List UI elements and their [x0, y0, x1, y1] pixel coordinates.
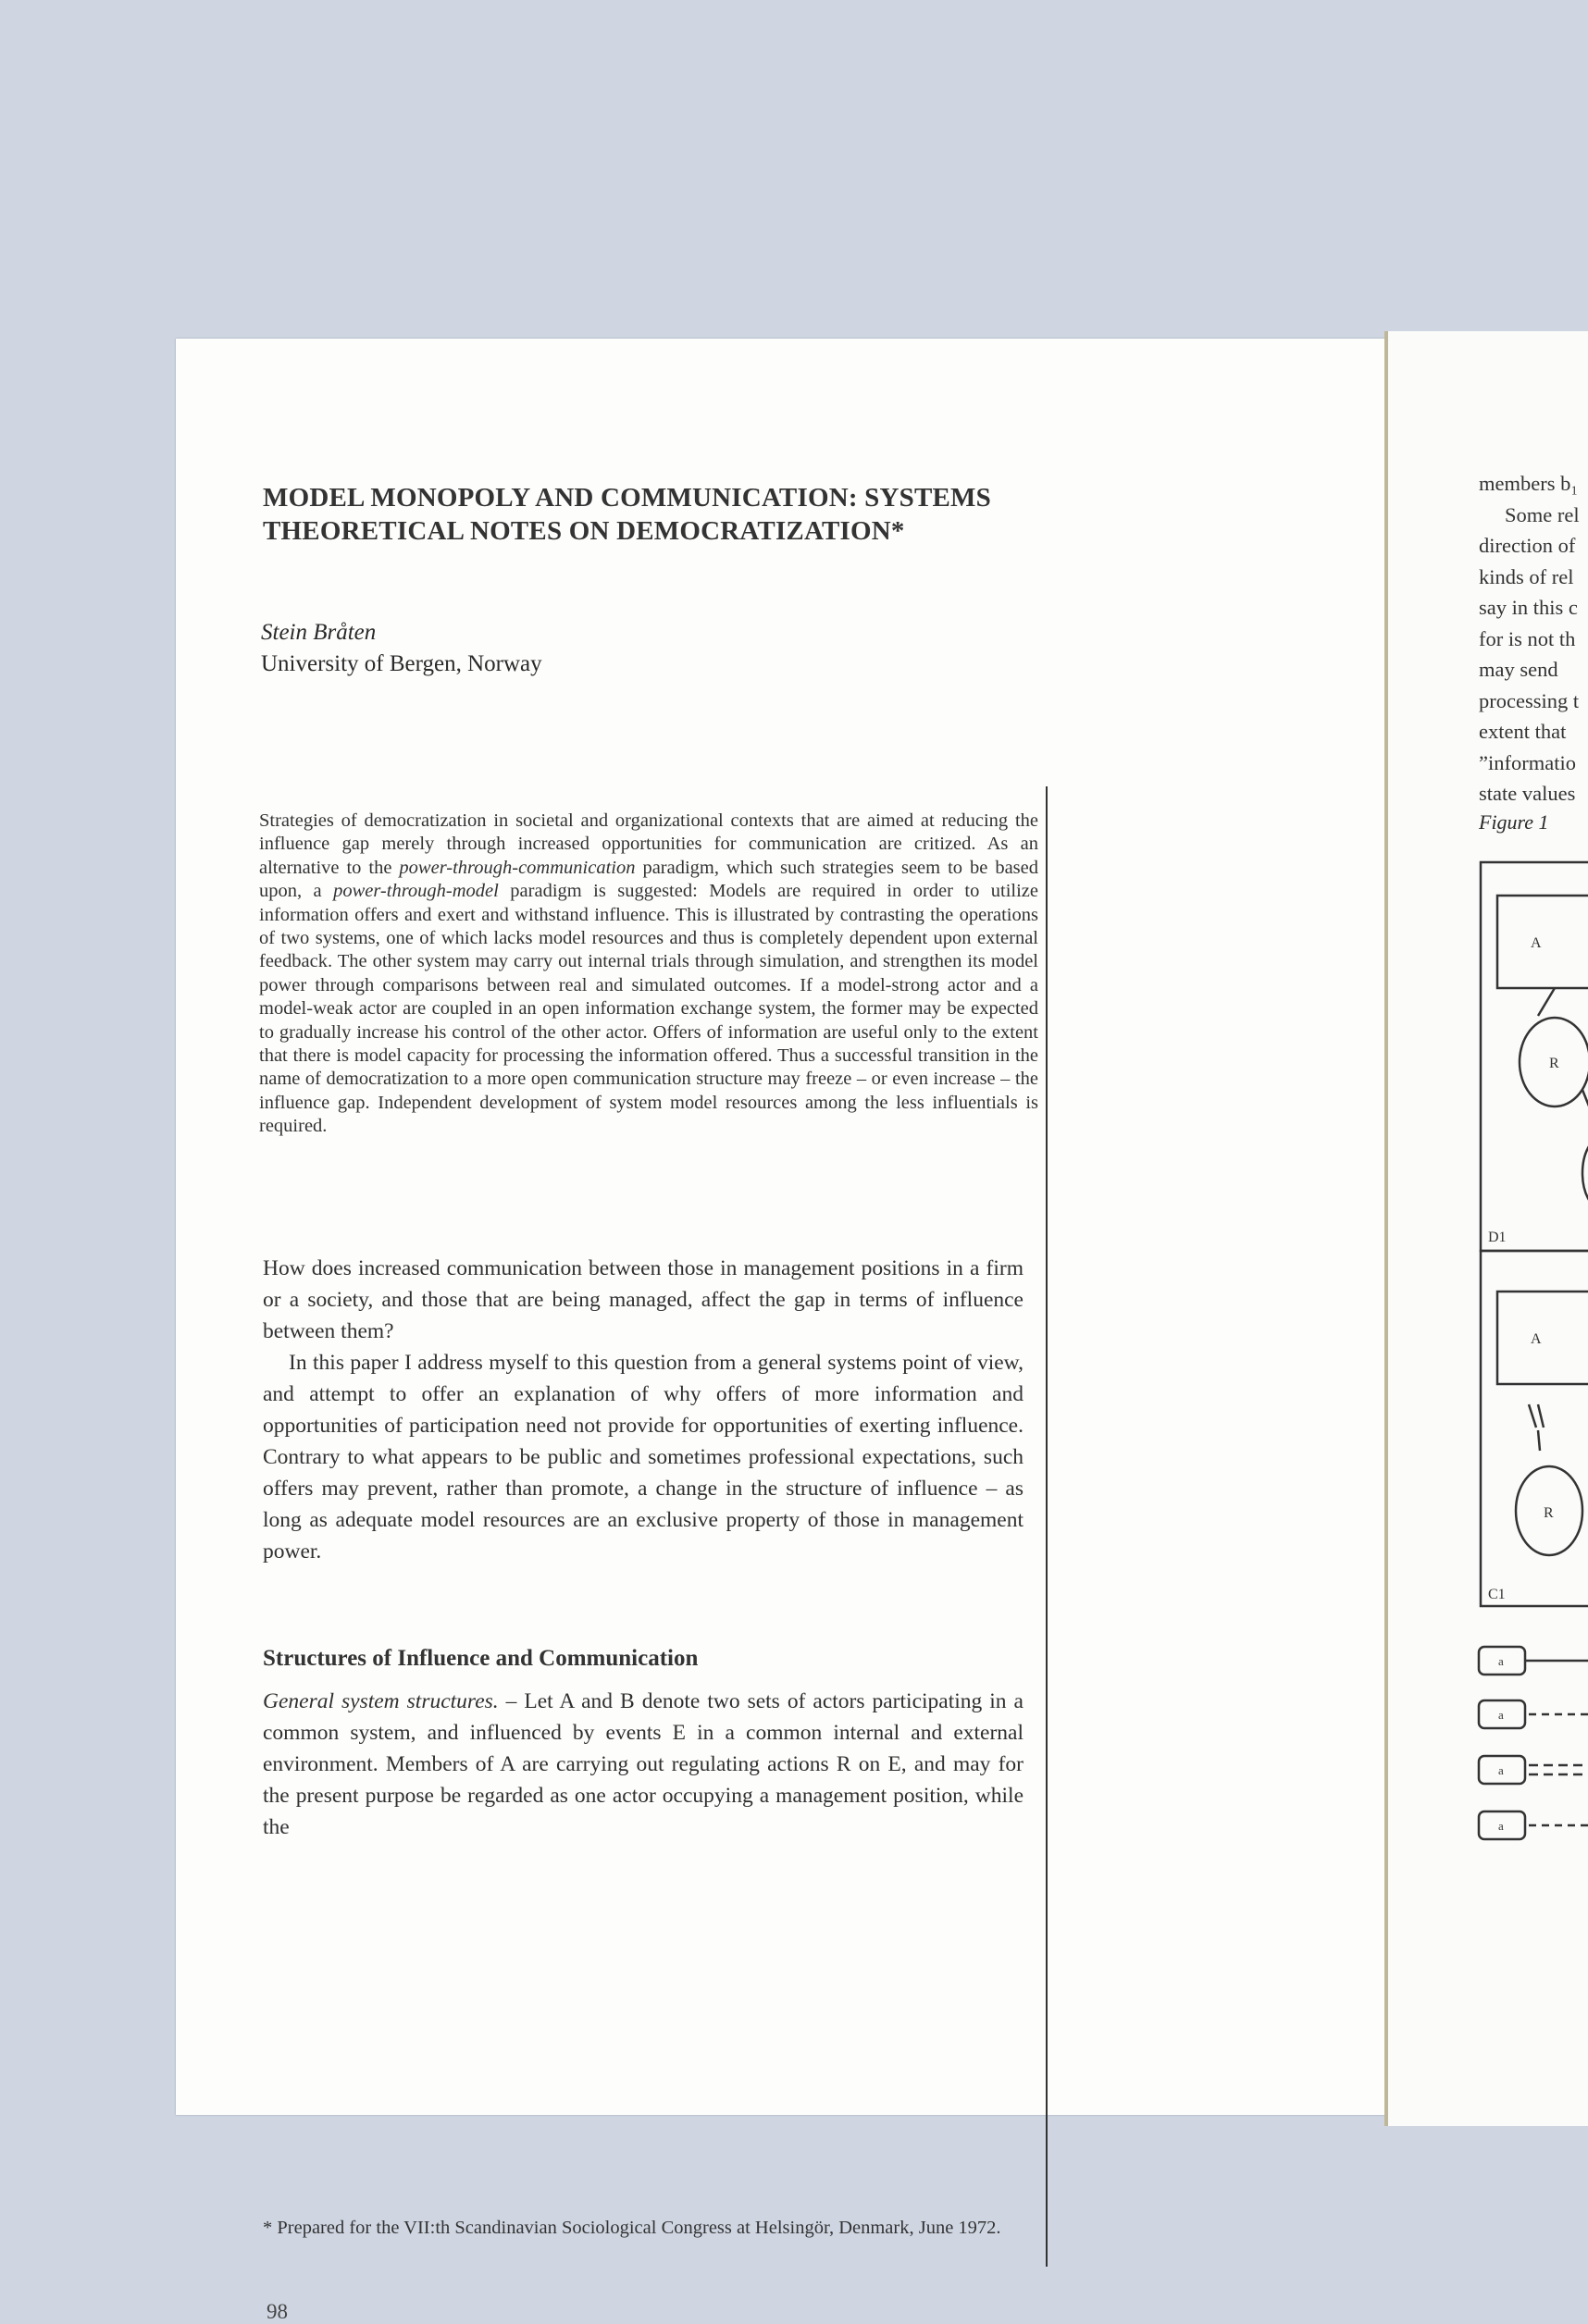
author-affiliation: University of Bergen, Norway — [261, 651, 542, 676]
article-title: MODEL MONOPOLY AND COMMUNICATION: SYSTEMS THEORETICAL NOTES ON DEMOCRATIZATION* — [263, 483, 991, 546]
paragraph-3 — [263, 1686, 1024, 1843]
link-a-r-upper — [1538, 988, 1555, 1016]
left-page — [176, 339, 1388, 2323]
margin-rule — [1046, 786, 1048, 2267]
paragraph-3-lead: General system structures. — [263, 1689, 499, 1713]
page-number: 98 — [267, 2300, 288, 2323]
box-a-lower — [1497, 1292, 1588, 1384]
right-line: state values — [1479, 782, 1576, 805]
right-line: members b₁ — [1479, 472, 1579, 495]
paragraph-3-text: – Let A and B denote two sets of actors participating in a common system, and influenced by events E in a common internal and external environment. Members of A are carrying out regulating actions R on E, and may for the present purpose be regarded as one actor occupying a management position, while the — [263, 1689, 1024, 1839]
intro-paragraphs — [263, 1253, 1024, 1567]
arrow-double-lower — [1529, 1404, 1544, 1451]
abstract-text-3: paradigm is suggested: Models are required in order to utilize information offers and exert and withstand influence. This is illustrated by contrasting the operations of two systems, one of which lacks model resources and thus is completely dependent upon external feedback. The other system may carry out internal trials through simulation, and strengthen its model power through comparisons between real and simulated outcomes. If a model-strong actor and a model-weak actor are coupled in an open information exchange system, the former may be expected to gradually increase his control of the other actor. Offers of information are useful only to the extent that there is model capacity for processing the information offered. Thus a successful transition in the name of democratization to a more open communication structure may freeze – or even increase – the influence gap. Independent development of system model resources among the less influentials is required. — [259, 881, 1038, 1137]
box-a-upper — [1497, 896, 1588, 988]
abstract-emphasis-2: power-through-model — [333, 881, 499, 902]
right-line: direction of — [1479, 534, 1576, 557]
right-line: extent that — [1479, 720, 1567, 743]
abstract-text-1: Strategies of democratization in societal and organizational contexts that are aimed at reducing the influence gap merely through increased opportunities for communication are critized. As an alternative to the — [259, 810, 1038, 878]
abstract — [259, 810, 1038, 1139]
node-partial-upper — [1582, 1138, 1588, 1208]
label-r-lower: R — [1544, 1505, 1554, 1521]
legend-box-2-label: a — [1498, 1708, 1504, 1722]
right-line: Some rel — [1505, 502, 1580, 526]
author-name: Stein Bråten — [261, 620, 377, 645]
right-page-text — [1479, 468, 1588, 810]
right-line: may send — [1479, 658, 1558, 681]
figure-label: Figure 1 — [1479, 810, 1549, 834]
abstract-emphasis-1: power-through-communication — [399, 857, 636, 878]
paragraph-2: In this paper I address myself to this question from a general systems point of view, and attempt to offer an explanation of why offers of more information and opportunities of participation need not provide for opportunities of exerting influence. Contrary to what appears to be public and sometimes professional expectations, such offers may prevent, rather than promote, a change in the structure of influence – as long as adequate model resources are an exclusive property of those in management power. — [263, 1351, 1024, 1564]
link-r-down-upper — [1582, 1090, 1588, 1136]
abstract-text-2: paradigm, which such strategies seem to be based upon, a — [259, 857, 1038, 902]
right-line: kinds of rel — [1479, 564, 1574, 588]
legend-box-3-label: a — [1498, 1763, 1504, 1777]
section-heading: Structures of Influence and Communication — [263, 1646, 699, 1671]
paragraph-1: How does increased communication between those in management positions in a firm or a society, and those that are being managed, affect the gap in terms of influence between them? — [263, 1256, 1024, 1343]
footnote: * Prepared for the VII:th Scandinavian Sociological Congress at Helsingör, Denmark, June 1972. — [263, 2218, 1001, 2238]
right-line: say in this c — [1479, 596, 1578, 619]
legend-box-1-label: a — [1498, 1654, 1504, 1668]
figure-1-diagram — [1471, 859, 1588, 1895]
label-r-upper: R — [1549, 1056, 1559, 1071]
legend-box-4-label: a — [1498, 1819, 1504, 1833]
label-a-upper: A — [1531, 935, 1542, 951]
label-a-lower: A — [1531, 1331, 1542, 1347]
right-line: for is not th — [1479, 626, 1576, 650]
right-page — [1384, 331, 1588, 2126]
label-d1: D1 — [1488, 1230, 1507, 1245]
right-line: ”informatio — [1479, 750, 1576, 774]
label-c1: C1 — [1488, 1587, 1506, 1602]
right-line: processing t — [1479, 688, 1580, 712]
